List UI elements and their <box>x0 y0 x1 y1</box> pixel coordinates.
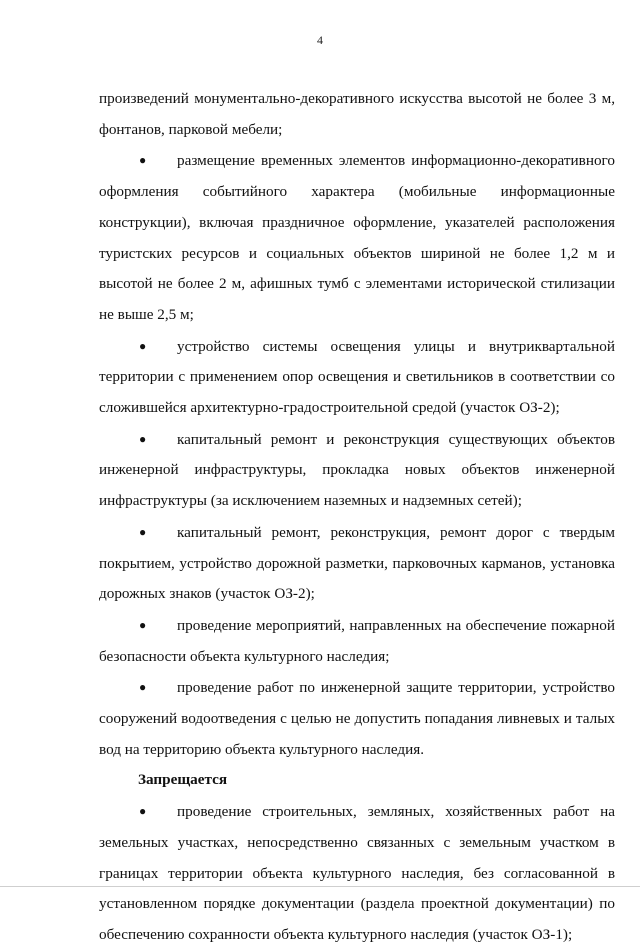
list-item-text: проведение мероприятий, направленных на обеспечение пожарной безопасности объекта культурного наследия; <box>99 616 615 665</box>
bullet-icon: ● <box>139 680 147 695</box>
list-item-text: капитальный ремонт и реконструкция существующих объектов инженерной инфраструктуры, прокладка новых объектов инженерной инфраструктуры (за исключением наземных и надземных сетей); <box>99 430 615 510</box>
list-item <box>99 145 615 330</box>
list-item-text: размещение временных элементов информационно-декоративного оформления событийного характера (мобильные информационные конструкции), включая праздничное оформление, указателей расположения туристских ресурсов и социальных объектов шириной не более 1,2 м и высотой не более 2 м, афишных тумб с элементами исторической стилизации не выше 2,5 м; <box>99 152 615 323</box>
list-item-text: проведение строительных, земляных, хозяйственных работ на земельных участках, непосредственно связанных с земельным участком в границах территории объекта культурного наследия, без согласованной в установленном порядке документации (раздела проектной документации) по обеспечению сохранности объекта культурного наследия (участок ОЗ-1); <box>99 803 615 943</box>
list-item-text: капитальный ремонт, реконструкция, ремонт дорог с твердым покрытием, устройство дорожной разметки, парковочных карманов, установка дорожных знаков (участок ОЗ-2); <box>99 523 615 603</box>
list-item <box>99 672 615 765</box>
bullet-icon: ● <box>139 338 147 353</box>
list-item <box>99 331 615 424</box>
section-heading: Запрещается <box>138 771 228 789</box>
bullet-icon: ● <box>139 804 147 819</box>
bullet-icon: ● <box>139 617 147 632</box>
list-item <box>99 796 615 951</box>
list-item-text: устройство системы освещения улицы и внутриквартальной территории с применением опор освещения и светильников в соответствии со сложившейся архитектурно-градостроительной средой (участок ОЗ-2); <box>99 337 615 417</box>
bullet-icon: ● <box>139 431 147 446</box>
paragraph-continuation: произведений монументально-декоративного искусства высотой не более 3 м, фонтанов, парковой мебели; <box>99 90 615 138</box>
list-item <box>99 610 615 672</box>
footer-divider <box>0 886 640 887</box>
page-number: 4 <box>317 33 323 47</box>
document-body <box>99 84 615 951</box>
bullet-icon: ● <box>139 524 147 539</box>
list-item <box>99 517 615 610</box>
list-item-text: проведение работ по инженерной защите территории, устройство сооружений водоотведения с целью не допустить попадания ливневых и талых вод на территорию объекта культурного наследия. <box>99 679 615 758</box>
bullet-icon: ● <box>139 153 147 168</box>
list-item <box>99 424 615 517</box>
